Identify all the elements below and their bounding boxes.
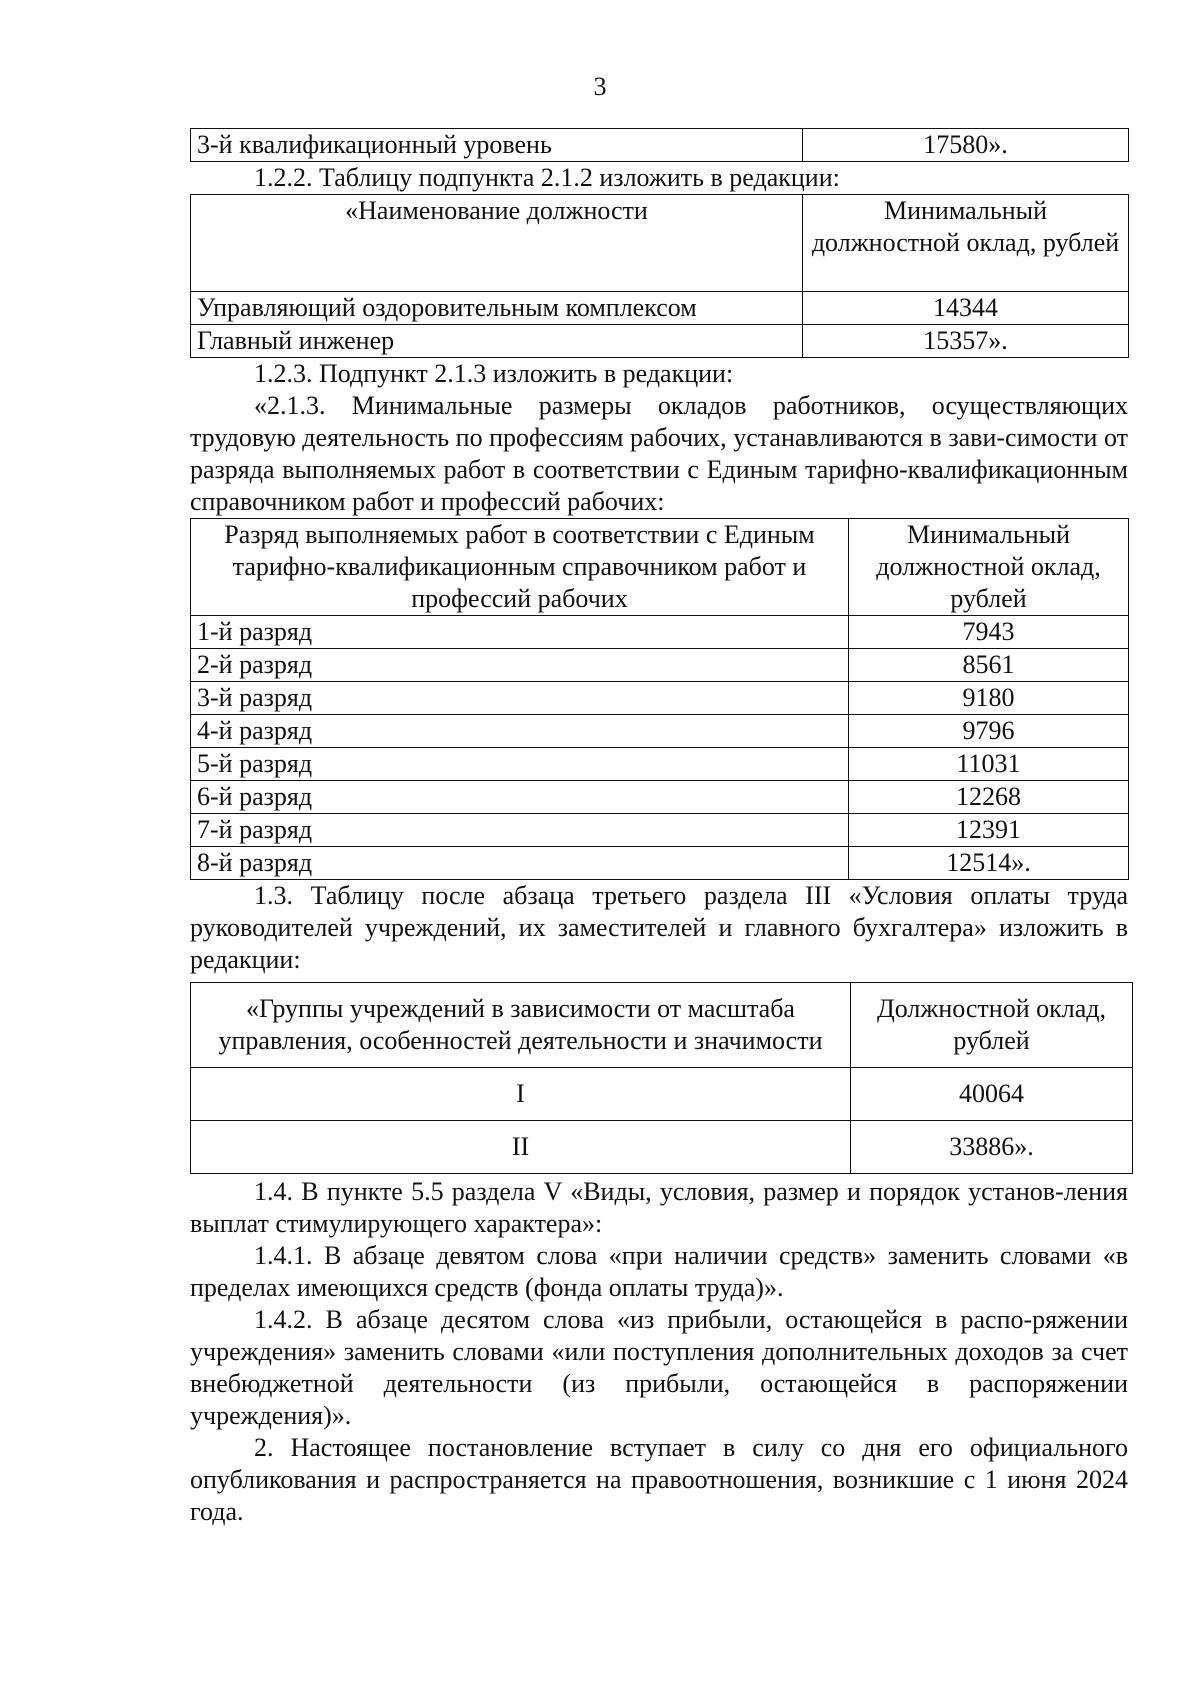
table-row — [191, 847, 1129, 880]
column-header-salary: Должностной оклад, рублей — [851, 983, 1133, 1068]
table-cell-name: 3-й разряд — [191, 682, 849, 715]
column-header-grade: Разряд выполняемых работ в соответствии с Единым тарифно-квалификационным справочником работ и профессий рабочих — [191, 519, 849, 616]
table-cell-value: 40064 — [851, 1068, 1133, 1121]
table-cell-name: 8-й разряд — [191, 847, 849, 880]
table-cell-name: 2-й разряд — [191, 649, 849, 682]
document-body — [190, 128, 1128, 1528]
table-header-row — [191, 519, 1129, 616]
table-cell-value: 14344 — [803, 292, 1129, 325]
table-cell-value: 7943 — [849, 616, 1129, 649]
table-cell-name: 3-й квалификационный уровень — [191, 129, 803, 162]
table-row — [191, 1121, 1133, 1174]
table-cell-name: Главный инженер — [191, 325, 803, 358]
table-cell-value: 17580». — [803, 129, 1129, 162]
table-row — [191, 325, 1129, 358]
paragraph-1-3: 1.3. Таблицу после абзаца третьего раздела III «Условия оплаты труда руководителей учреждений, их заместителей и главного бухгалтера» изложить в редакции: — [190, 881, 1128, 974]
positions-salary-table — [190, 194, 1129, 358]
table-row — [191, 748, 1129, 781]
table-cell-value: 12268 — [849, 781, 1129, 814]
table-row — [191, 781, 1129, 814]
table-cell-name: 7-й разряд — [191, 814, 849, 847]
table-row — [191, 1068, 1133, 1121]
table-cell-value: 9796 — [849, 715, 1129, 748]
table-row — [191, 715, 1129, 748]
table-cell-value: 33886». — [851, 1121, 1133, 1174]
table-cell-value: 8561 — [849, 649, 1129, 682]
paragraph-1-2-2: 1.2.2. Таблицу подпункта 2.1.2 изложить в редакции: — [254, 163, 840, 192]
column-header-salary: Минимальный должностной оклад, рублей — [803, 195, 1129, 292]
paragraph-1-2-3: 1.2.3. Подпункт 2.1.3 изложить в редакции: — [254, 359, 734, 388]
table-cell-name: 4-й разряд — [191, 715, 849, 748]
table-cell-value: 12514». — [849, 847, 1129, 880]
table-cell-value: 9180 — [849, 682, 1129, 715]
table-cell-value: 11031 — [849, 748, 1129, 781]
table-header-row — [191, 195, 1129, 292]
paragraph-1-4-1: 1.4.1. В абзаце девятом слова «при наличии средств» заменить словами «в пределах имеющихся средств (фонда оплаты труда)». — [190, 1241, 1128, 1302]
table-cell-name: II — [191, 1121, 851, 1174]
table-cell-name: Управляющий оздоровительным комплексом — [191, 292, 803, 325]
institution-groups-table — [190, 982, 1133, 1174]
table-row — [191, 814, 1129, 847]
table-cell-name: I — [191, 1068, 851, 1121]
table-header-row — [191, 983, 1133, 1068]
table-row — [191, 682, 1129, 715]
table-cell-name: 6-й разряд — [191, 781, 849, 814]
table-row — [191, 616, 1129, 649]
column-header-group: «Группы учреждений в зависимости от масштаба управления, особенностей деятельности и значимости — [191, 983, 851, 1068]
table-cell-value: 12391 — [849, 814, 1129, 847]
paragraph-2: 2. Настоящее постановление вступает в силу со дня его официального опубликования и распространяется на правоотношения, возникшие с 1 июня 2024 года. — [190, 1433, 1128, 1526]
page-number: 3 — [593, 72, 607, 101]
paragraph-2-1-3: «2.1.3. Минимальные размеры окладов работников, осуществляющих трудовую деятельность по профессиям рабочих, устанавливаются в зави-симости от разряда выполняемых работ в соответствии с Единым тарифно-квалификационным справочником работ и профессий рабочих: — [190, 391, 1128, 516]
qualification-level-table — [190, 128, 1129, 162]
column-header-salary: Минимальный должностной оклад, рублей — [849, 519, 1129, 616]
column-header-position: «Наименование должности — [191, 195, 803, 292]
paragraph-1-4-2: 1.4.2. В абзаце десятом слова «из прибыли, остающейся в распо-ряжении учреждения» заменить словами «или поступления дополнительных доходов за счет внебюджетной деятельности (из прибыли, остающейся в распоряжении учреждения)». — [190, 1305, 1128, 1430]
table-row — [191, 292, 1129, 325]
table-cell-name: 1-й разряд — [191, 616, 849, 649]
table-cell-name: 5-й разряд — [191, 748, 849, 781]
table-row — [191, 649, 1129, 682]
table-row — [191, 129, 1129, 162]
paragraph-1-4: 1.4. В пункте 5.5 раздела V «Виды, условия, размер и порядок установ-ления выплат стимулирующего характера»: — [190, 1177, 1128, 1238]
table-cell-value: 15357». — [803, 325, 1129, 358]
worker-grades-table — [190, 518, 1129, 880]
